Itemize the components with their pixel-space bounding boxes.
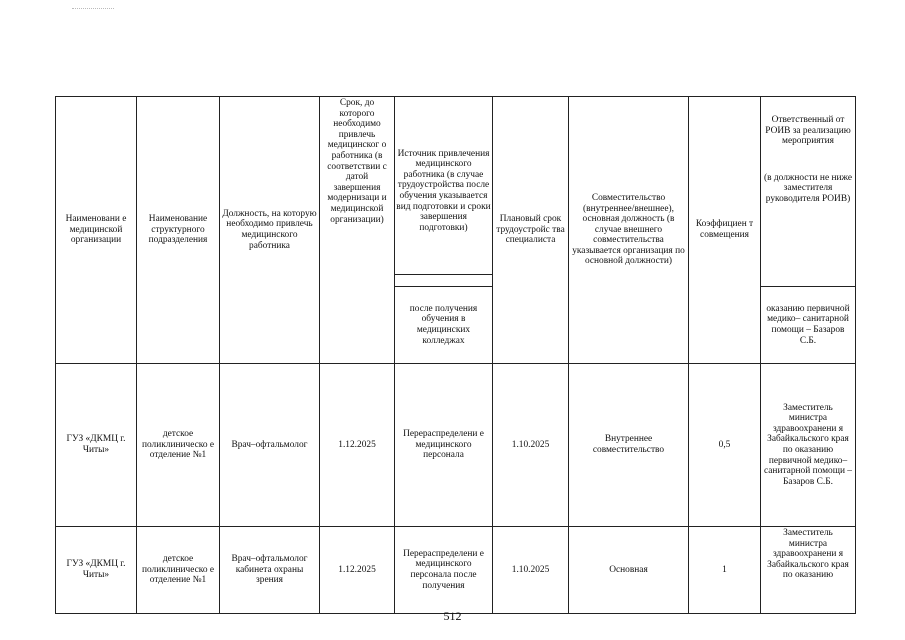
header-position: Должность, на которую необходимо привлечь медицинского работника bbox=[220, 97, 320, 364]
header-combination: Совместительство (внутреннее/внешнее), основная должность (в случае внешнего совместительства указывается организация по основной должности) bbox=[569, 97, 689, 364]
row2-org: ГУЗ «ДКМЦ г. Читы» bbox=[56, 527, 137, 614]
row2-deadline: 1.12.2025 bbox=[320, 527, 395, 614]
row2-unit: детское поликлиническо е отделение №1 bbox=[137, 527, 220, 614]
scan-mark bbox=[72, 8, 114, 11]
header-responsible-cell bbox=[761, 97, 856, 287]
row1-unit: детское поликлиническо е отделение №1 bbox=[137, 364, 220, 527]
row1-position: Врач–офтальмолог bbox=[220, 364, 320, 527]
row1-coefficient: 0,5 bbox=[689, 364, 761, 527]
row2-position: Врач–офтальмолог кабинета охраны зрения bbox=[220, 527, 320, 614]
header-row bbox=[56, 97, 856, 287]
header-org: Наименовани е медицинской организации bbox=[56, 97, 137, 364]
header-source: Источник привлечения медицинского работника (в случае трудоустройства после обучения указывается вид подготовки и сроки завершения подготовки) bbox=[396, 148, 491, 233]
row2-source: Перераспределени е медицинского персонала после получения bbox=[395, 527, 493, 614]
header-source-sub: после получения обучения в медицинских колледжах bbox=[395, 287, 493, 364]
row1-deadline: 1.12.2025 bbox=[320, 364, 395, 527]
header-source-cell bbox=[395, 97, 493, 287]
row1-combination: Внутреннее совместительство bbox=[569, 364, 689, 527]
header-responsible: Ответственный от РОИВ за реализацию мероприятия bbox=[765, 115, 851, 147]
row2-combination: Основная bbox=[569, 527, 689, 614]
header-responsible-note: (в должности не ниже заместителя руководителя РОИВ) bbox=[763, 172, 852, 204]
row2-planned: 1.10.2025 bbox=[493, 527, 569, 614]
page-number: 512 bbox=[443, 609, 462, 623]
row1-planned: 1.10.2025 bbox=[493, 364, 569, 527]
row1-responsible: Заместитель министра здравоохранени я Забайкальского края по оказанию первичной медико– санитарной помощи – Базаров С.Б. bbox=[761, 364, 856, 527]
row1-org: ГУЗ «ДКМЦ г. Читы» bbox=[56, 364, 137, 527]
table-row bbox=[56, 527, 856, 614]
header-responsible-cont: оказанию первичной медико– санитарной помощи – Базаров С.Б. bbox=[761, 287, 856, 364]
table-row bbox=[56, 364, 856, 527]
row1-source: Перераспределени е медицинского персонала bbox=[395, 364, 493, 527]
row2-coefficient: 1 bbox=[689, 527, 761, 614]
header-planned: Плановый срок трудоустройс тва специалиста bbox=[493, 97, 569, 364]
header-deadline: Срок, до которого необходимо привлечь медицинског о работника (в соответствии с датой завершения модернизаци и медицинской организации) bbox=[320, 97, 395, 364]
row2-responsible: Заместитель министра здравоохранени я Забайкальского края по оказанию bbox=[761, 527, 856, 614]
header-unit: Наименование структурного подразделения bbox=[137, 97, 220, 364]
header-coefficient: Коэффициен т совмещения bbox=[689, 97, 761, 364]
staffing-table bbox=[55, 96, 856, 614]
